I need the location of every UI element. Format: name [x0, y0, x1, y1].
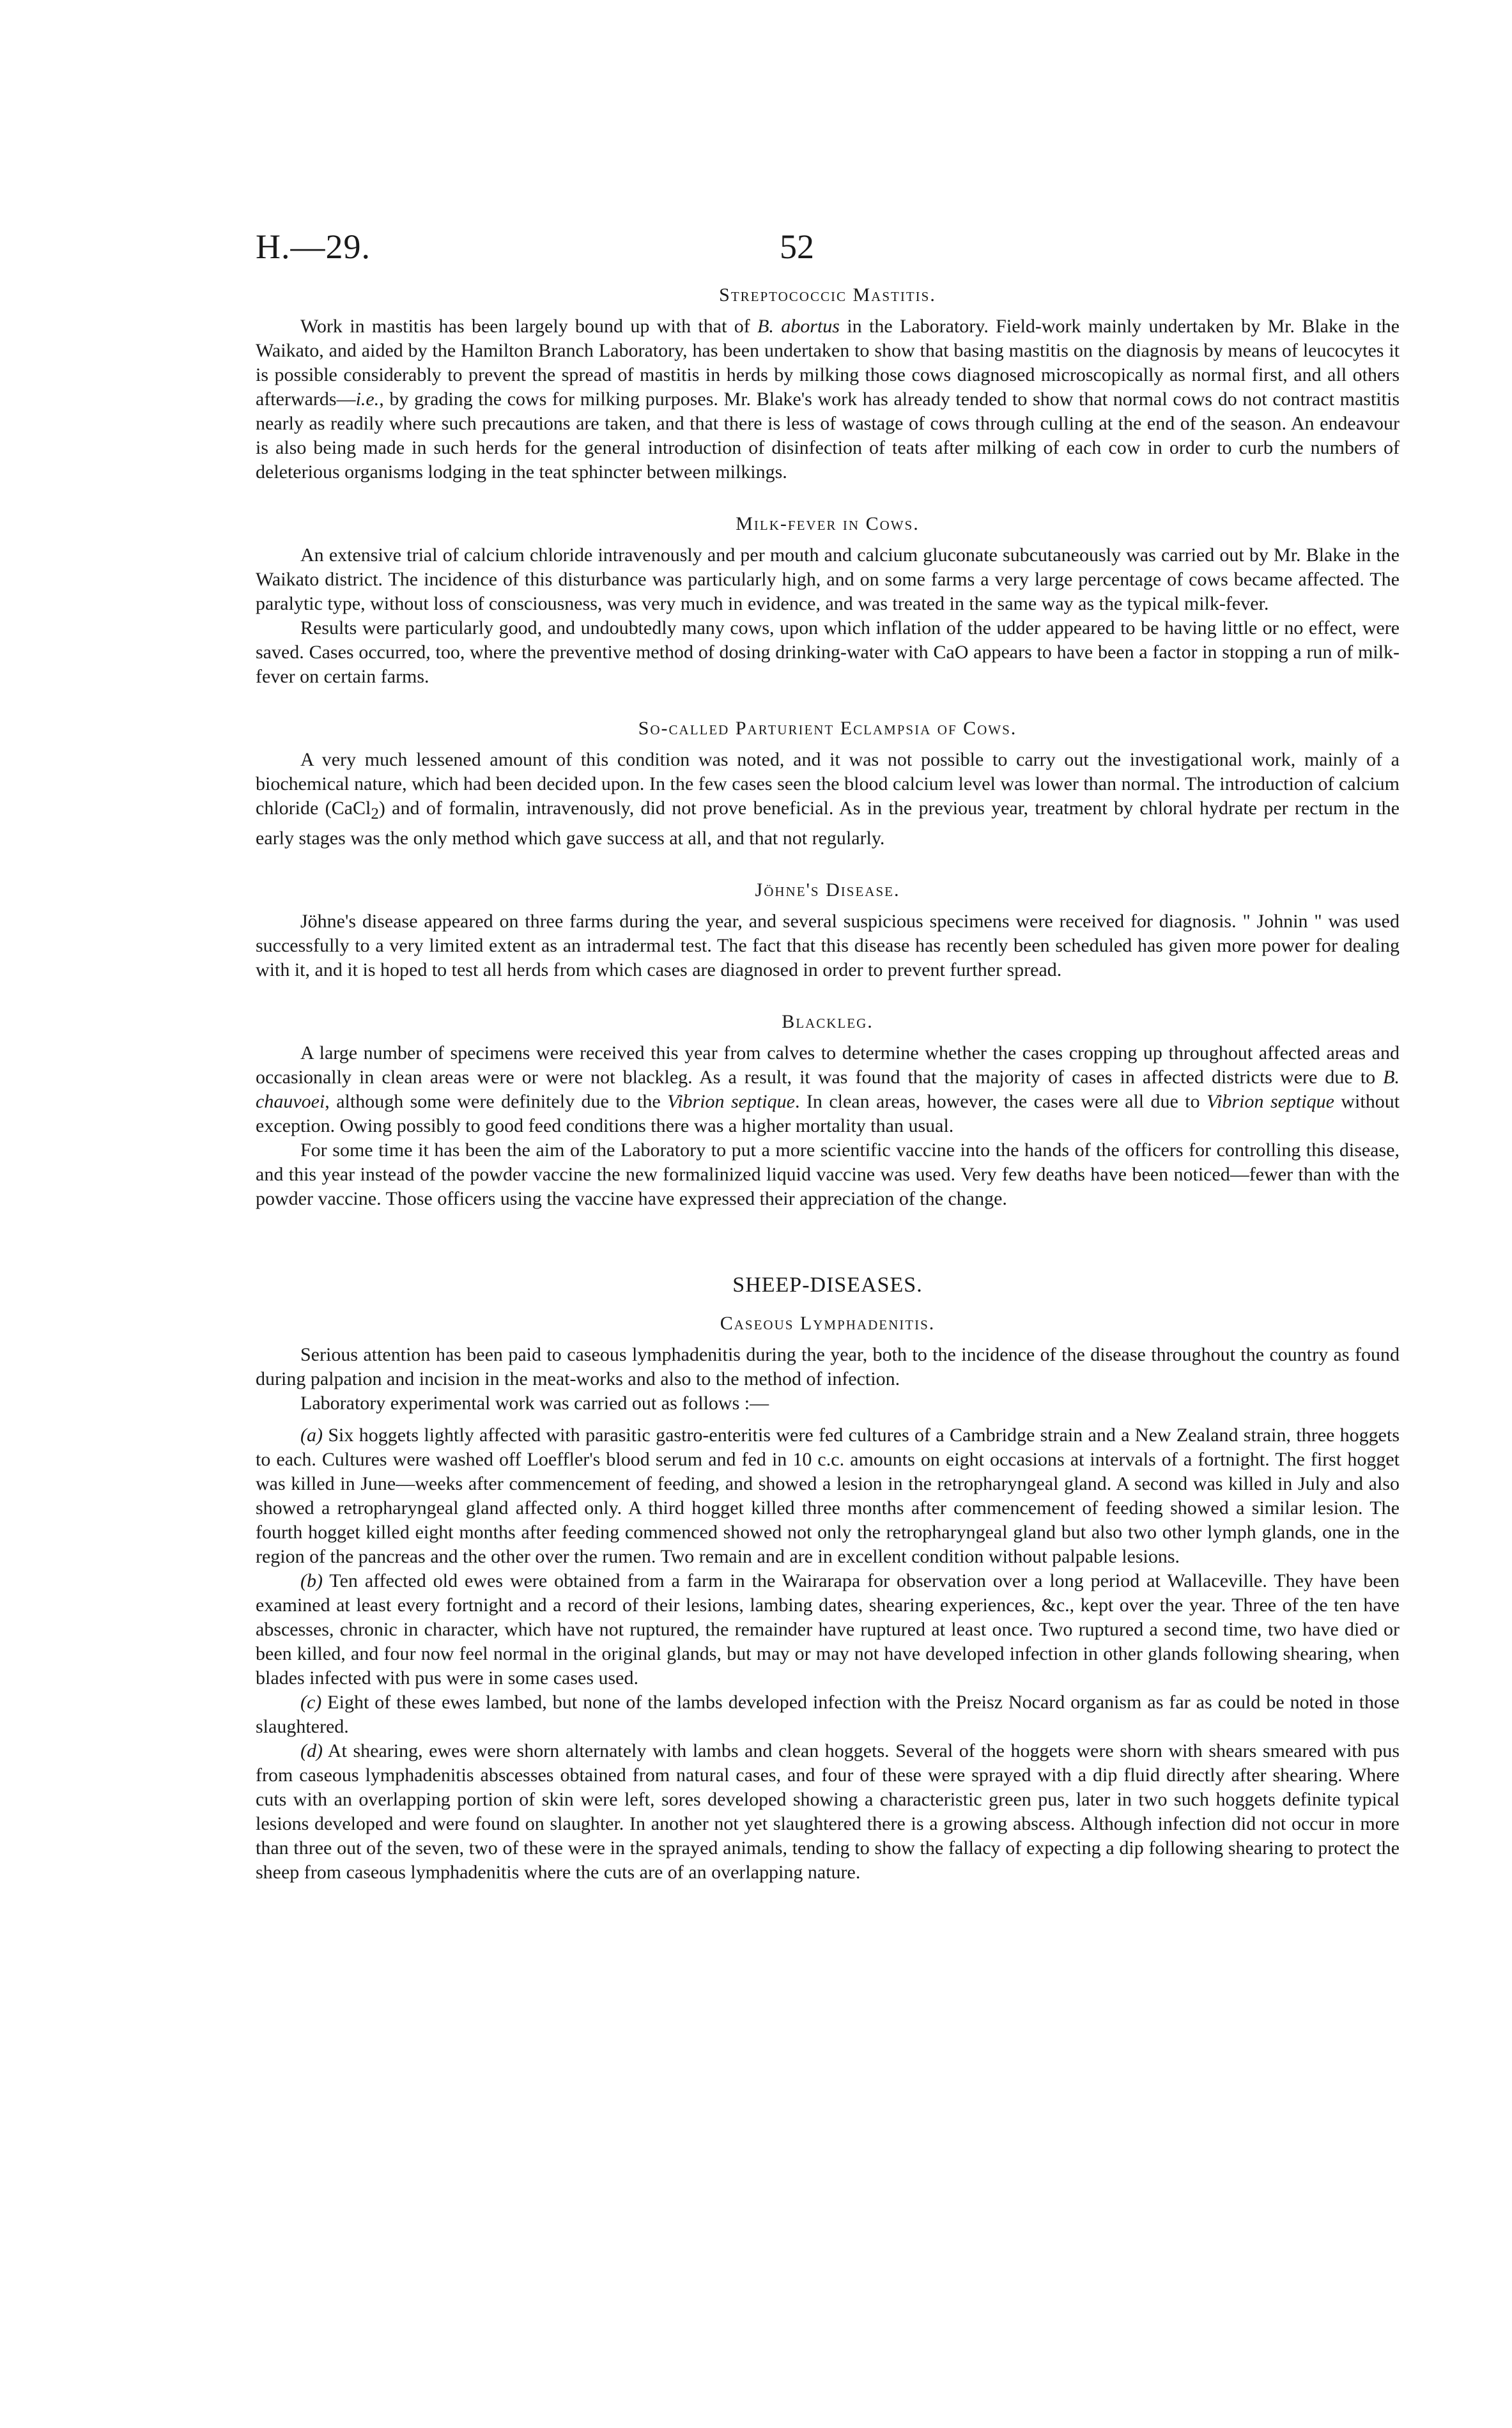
paragraph-milk-fever-2: Results were particularly good, and undoubtedly many cows, upon which inflation of the udder appeared to be having little or no effect, were saved. Cases occurred, too, where the preventive method of dosing drinking-water with CaO appears to have been a factor in stopping a run of milk-fever on certain farms. — [256, 617, 1400, 687]
paragraph-blackleg-1: A large number of specimens were received this year from calves to determine whether the cases cropping up throughout affected areas and occasionally in clean areas were or were not blackleg. As a result, it was found that the majority of cases in affected districts were due to B. chauvoei, although some were definitely due to the Vibrion septique. In clean areas, however, the cases were all due to Vibrion septique without exception. Owing possibly to good feed conditions there was a higher mortality than usual. — [256, 1042, 1400, 1136]
paragraph-blackleg-2: For some time it has been the aim of the Laboratory to put a more scientific vaccine into the hands of the officers for controlling this disease, and this year instead of the powder vaccine the new formalinized liquid vaccine was used. Very few deaths have been noticed—fewer than with the powder vaccine. Those officers using the vaccine have expressed their appreciation of the change. — [256, 1140, 1400, 1209]
paragraph-experiment-a: (a) Six hoggets lightly affected with parasitic gastro-enteritis were fed cultures of a Cambridge strain and a New Zealand strain, three hoggets to each. Cultures were washed off Loeffler's blood serum and fed in 10 c.c. amounts on eight occasions at intervals of a fortnight. The first hogget was killed in June—weeks after commencement of feeding, and showed a lesion in the retropharyngeal gland. A second was killed in July and also showed a retropharyngeal gland affected only. A third hogget killed three months after commencement of feeding showed a similar lesion. The fourth hogget killed eight months after feeding commenced showed not only the retropharyngeal gland but also two other lymph glands, one in the region of the pancreas and the other over the rumen. Two remain and are in excellent condition without palpable lesions. — [256, 1425, 1400, 1567]
page-number: 52 — [780, 228, 814, 266]
paragraph-experiment-c: (c) Eight of these ewes lambed, but none of the lambs developed infection with the Preisz Nocard organism as far as could be noted in those slaughtered. — [256, 1692, 1400, 1737]
paragraph-experimental-work: Laboratory experimental work was carried out as follows :— — [300, 1393, 769, 1414]
page-header — [256, 227, 1400, 272]
paragraph-mastitis: Work in mastitis has been largely bound up with that of B. abortus in the Laboratory. Field-work mainly undertaken by Mr. Blake in the Waikato, and aided by the Hamilton Branch Laboratory, has been undertaken to show that basing mastitis on the diagnosis by means of leucocytes it is possible considerably to prevent the spread of mastitis in herds by milking those cows diagnosed microscopically as normal first, and all others afterwards—i.e., by grading the cows for milking purposes. Mr. Blake's work has already tended to show that normal cows do not contract mastitis nearly as readily where such precautions are taken, and that there is less of wastage of cows through culling at the end of the season. An endeavour is also being made in such herds for the general introduction of disinfection of teats after milking of each cow in order to curb the numbers of deleterious organisms lodging in the teat sphincter between milkings. — [256, 316, 1400, 483]
heading-sheep-diseases: SHEEP-DISEASES. — [732, 1273, 923, 1297]
document-page — [256, 0, 1400, 2428]
section-title-caseous-lymphadenitis: Caseous Lymphadenitis. — [720, 1313, 936, 1334]
paragraph-experiment-d: (d) At shearing, ewes were shorn alternately with lambs and clean hoggets. Several of the hoggets were shorn with shears smeared with pus from caseous lymphadenitis abscesses obtained from natural cases, and four of these were sprayed with a dip fluid directly after shearing. Where cuts with an overlapping portion of skin were left, sores developed showing a characteristic green pus, later in two such hoggets definite typical lesions developed and were found on slaughter. In another not yet slaughtered there is a growing abscess. Although infection did not occur in more than three out of the seven, two of these were in the sprayed animals, tending to show the fallacy of expecting a dip following shearing to protect the sheep from caseous lymphadenitis where the cuts are of an overlapping nature. — [256, 1740, 1400, 1883]
section-title-milk-fever: Milk-fever in Cows. — [736, 513, 920, 534]
paragraph-milk-fever-1: An extensive trial of calcium chloride intravenously and per mouth and calcium gluconate subcutaneously was carried out by Mr. Blake in the Waikato district. The incidence of this disturbance was particularly high, and on some farms a very large percentage of cows became affected. The paralytic type, without loss of consciousness, was very much in evidence, and was treated in the same way as the typical milk-fever. — [256, 545, 1400, 614]
section-title-blackleg: Blackleg. — [782, 1011, 874, 1032]
paragraph-caseous-intro: Serious attention has been paid to caseous lymphadenitis during the year, both to the incidence of the disease throughout the country as found during palpation and incision in the meat-works and also to the method of infection. — [256, 1344, 1400, 1389]
section-title-streptococcic-mastitis: Streptococcic Mastitis. — [719, 284, 936, 305]
paragraph-experiment-b: (b) Ten affected old ewes were obtained from a farm in the Wairarapa for observation over a long period at Wallaceville. They have been examined at least every fortnight and a record of their lesions, lambing dates, shearing experiences, &c., kept over the year. Three of the ten have abscesses, chronic in character, which have not ruptured, the remainder have ruptured at least once. Two ruptured a second time, two have died or been killed, and four now feel normal in the original glands, but may or may not have developed infection in other glands following shearing, when blades infected with pus were in some cases used. — [256, 1570, 1400, 1689]
section-title-johnes-disease: Jöhne's Disease. — [755, 879, 900, 901]
paragraph-johnes-disease: Jöhne's disease appeared on three farms during the year, and several suspicious specimens were received for diagnosis. " Johnin " was used successfully to a very limited extent as an intradermal test. The fact that this disease has recently been scheduled has given more power for dealing with it, and it is hoped to test all herds from which cases are diagnosed in order to prevent further spread. — [256, 911, 1400, 980]
report-reference: H.—29. — [256, 228, 371, 266]
paragraph-eclampsia: A very much lessened amount of this condition was noted, and it was not possible to carry out the investigational work, mainly of a biochemical nature, which had been decided upon. In the few cases seen the blood calcium level was lower than normal. The introduction of calcium chloride (CaCl$_2$) and of formalin, intravenously, did not prove beneficial. As in the previous year, treatment by chloral hydrate per rectum in the early stages was the only method which gave success at all, and that not regularly. — [256, 749, 1400, 849]
page-content — [256, 284, 1400, 1885]
section-title-parturient-eclampsia: So-called Parturient Eclampsia of Cows. — [638, 718, 1017, 739]
